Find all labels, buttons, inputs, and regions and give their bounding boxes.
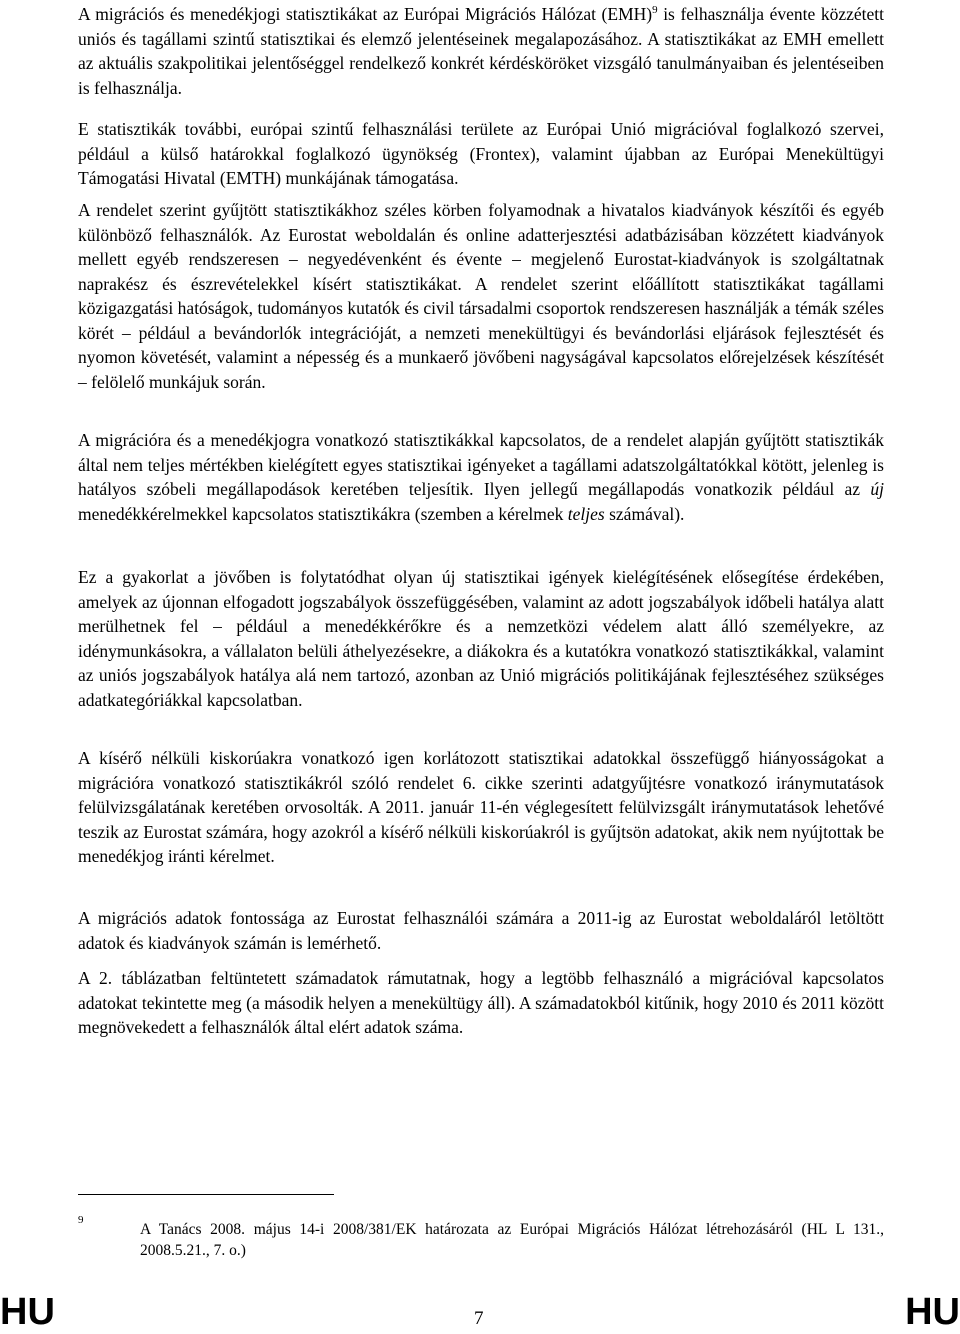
- paragraph-4-text-b: menedékkérelmekkel kapcsolatos statisztikákra (szemben a kérelmek: [78, 503, 568, 524]
- footnote-number: 9: [78, 1214, 84, 1226]
- footer-language-left: HU: [0, 1291, 55, 1333]
- paragraph-2: E statisztikák további, európai szintű felhasználási területe az Európai Unió migrációval foglalkozó szervei, például a külső határokkal foglalkozó ügynökség (Frontex), valamint újabban az Európai Menekültügyi Támogatási Hivatal (EMTH) munkájának támogatása.: [78, 119, 884, 188]
- paragraph-1: [78, 2, 884, 100]
- footer-language-right: HU: [905, 1291, 960, 1333]
- paragraph-6: A kísérő nélküli kiskorúakra vonatkozó igen korlátozott statisztikai adatokkal összefüggő hiányosságokat a migrációra vonatkozó statisztikákról szóló rendelet 6. cikke szerinti adatgyűjtésre vonatkozó iránymutatások felülvizsgálatának keretében orvosolták. A 2011. január 11-én véglegesített felülvizsgált iránymutatások lehetővé teszik az Eurostat számára, hogy azokról a kísérő nélküli kiskorúakról is gyűjtsön adatokat, akik nem nyújtottak be menedékjog iránti kérelmet.: [78, 748, 884, 866]
- paragraph-3: A rendelet szerint gyűjtött statisztikákhoz széles körben folyamodnak a hivatalos kiadványok készítői és egyéb különböző felhasználók. Az Eurostat weboldalán és online adatterjesztési adatbázisában közzétett kiadványok mellett egyéb rendszeresen – negyedévenként és évente – megjelenő Eurostat-kiadványok is szolgáltatnak naprakész és észrevételekkel kísért statisztikákat. A rendelet szerint előállított statisztikákat tagállami közigazgatási hatóságok, tudományos kutatók és civil társadalmi csoportok rendszeresen használják a témák széles körét – például a bevándorlók integrációját, a nemzeti menekültügyi és bevándorlási eljárások fejlesztését és nyomon követését, valamint a népesség és a munkaerő jövőbeni nagyságával kapcsolatos előrejelzések készítését – felölelő munkájuk során.: [78, 200, 884, 392]
- paragraph-1-text-a: A migrációs és menedékjogi statisztikákat az Európai Migrációs Hálózat (EMH): [78, 4, 653, 24]
- emphasis-teljes: teljes: [567, 503, 605, 524]
- emphasis-uj: új: [870, 479, 884, 499]
- paragraph-4-text-c: számával).: [604, 503, 685, 524]
- paragraph-5: Ez a gyakorlat a jövőben is folytatódhat olyan új statisztikai igények kielégítésének elősegítése érdekében, amelyek az újonnan elfogadott jogszabályok összefüggésében, valamint az adott jogszabályok időbeli hatálya alatt merülhetnek fel – például a menedékkérőkre és a nemzetközi védelem alatt álló személyekre, az idénymunkásokra, a vállalaton belüli áthelyezésekre, a diákokra és a kutatókra vonatkozó statisztikákkal, valamint az uniós jogszabályok hatálya alá nem tartozó, azonban az Unió migrációs politikájának fejlesztéséhez szükséges adatkategóriákkal kapcsolatban.: [78, 567, 884, 710]
- footnote-text: A Tanács 2008. május 14-i 2008/381/EK határozata az Európai Migrációs Hálózat létrehozásáról (HL L 131., 2008.5.21., 7. o.): [140, 1221, 884, 1259]
- page-number: 7: [474, 1308, 484, 1329]
- paragraph-7: A migrációs adatok fontossága az Eurostat felhasználói számára a 2011-ig az Eurostat weboldaláról letöltött adatok és kiadványok számán is lemérhető.: [78, 908, 884, 953]
- footnote-ref: 9: [652, 4, 658, 16]
- paragraph-4-text-a: A migrációra és a menedékjogra vonatkozó statisztikákkal kapcsolatos, de a rendelet alapján gyűjtött statisztikák által nem teljes mértékben kielégített egyes statisztikai igényeket a tagállami adatszolgáltatókkal kötött, jelenleg is hatályos szóbeli megállapodások keretében teljesítik. Ilyen jellegű megállapodás vonatkozik például az: [78, 430, 884, 499]
- paragraph-1-text-b: is felhasználja évente közzétett uniós és tagállami szintű statisztikai és elemző jelentéseinek megalapozásához. A statisztikákat az EMH emellett az aktuális szakpolitikai jelentőséggel rendelkező konkrét kérdésköröket vizsgáló tanulmányaiban és jelentéseiben is felhasználja.: [78, 4, 884, 98]
- paragraph-4: [78, 428, 884, 526]
- footnote-divider: [78, 1194, 334, 1195]
- paragraph-8: A 2. táblázatban feltüntetett számadatok rámutatnak, hogy a legtöbb felhasználó a migrációval kapcsolatos adatokat tekintette meg (a második helyen a menekültügy áll). A számadatokból kitűnik, hogy 2010 és 2011 között megnövekedett a felhasználók által elért adatok száma.: [78, 968, 884, 1037]
